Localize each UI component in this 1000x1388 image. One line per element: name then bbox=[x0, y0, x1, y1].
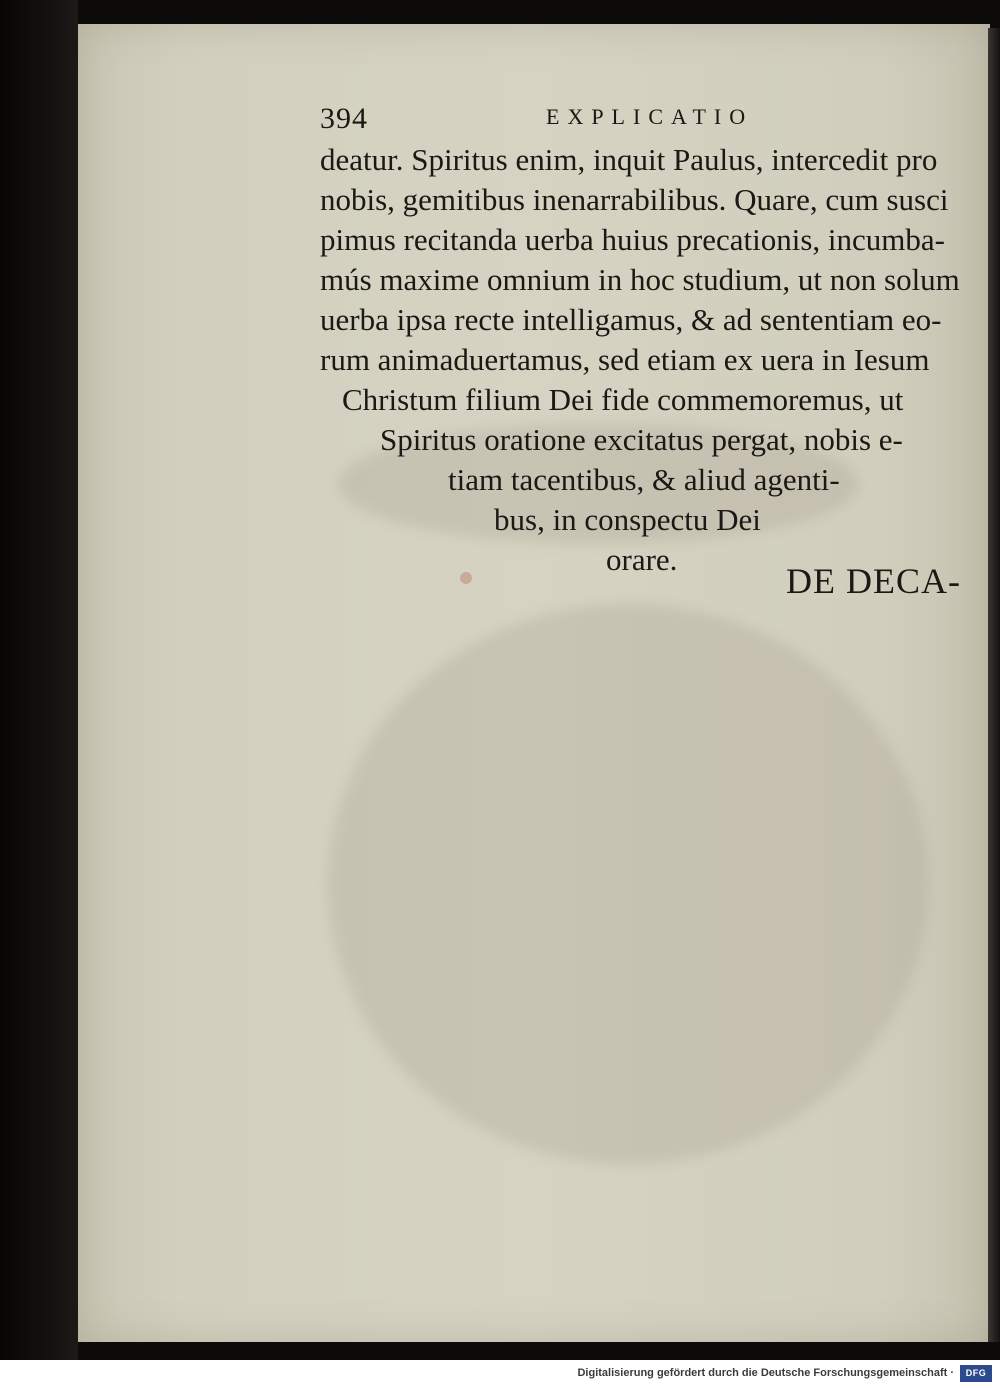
text-line: mús maxime omnium in hoc studium, ut non solum bbox=[320, 262, 960, 297]
text-line: tiam tacentibus, & aliud agenti- bbox=[448, 462, 840, 497]
page-number: 394 bbox=[320, 102, 368, 135]
left-shadow bbox=[0, 0, 78, 1360]
text-block bbox=[78, 24, 990, 1342]
text-line: pimus recitanda uerba huius precationis, incumba- bbox=[320, 222, 945, 257]
text-line: bus, in conspectu Dei bbox=[494, 502, 761, 537]
text-line: nobis, gemitibus inenarrabilibus. Quare, cum susci bbox=[320, 182, 949, 217]
text-line: uerba ipsa recte intelligamus, & ad sententiam eo- bbox=[320, 302, 942, 337]
footer-credit: Digitalisierung gefördert durch die Deutsche Forschungsgemeinschaft · bbox=[577, 1367, 954, 1379]
running-head: EXPLICATIO bbox=[546, 104, 754, 129]
text-line: deatur. Spiritus enim, inquit Paulus, intercedit pro bbox=[320, 142, 938, 177]
text-line: Spiritus oratione excitatus pergat, nobis e- bbox=[380, 422, 903, 457]
book-page bbox=[78, 24, 990, 1342]
text-line: orare. bbox=[606, 542, 678, 577]
footer-bar bbox=[0, 1360, 1000, 1388]
text-line: rum animaduertamus, sed etiam ex uera in Iesum bbox=[320, 342, 930, 377]
text-line: Christum filium Dei fide commemoremus, ut bbox=[342, 382, 904, 417]
dfg-logo-icon: DFG bbox=[960, 1365, 992, 1382]
catchword: DE DECA- bbox=[786, 561, 961, 601]
page-edge bbox=[988, 28, 1000, 1342]
